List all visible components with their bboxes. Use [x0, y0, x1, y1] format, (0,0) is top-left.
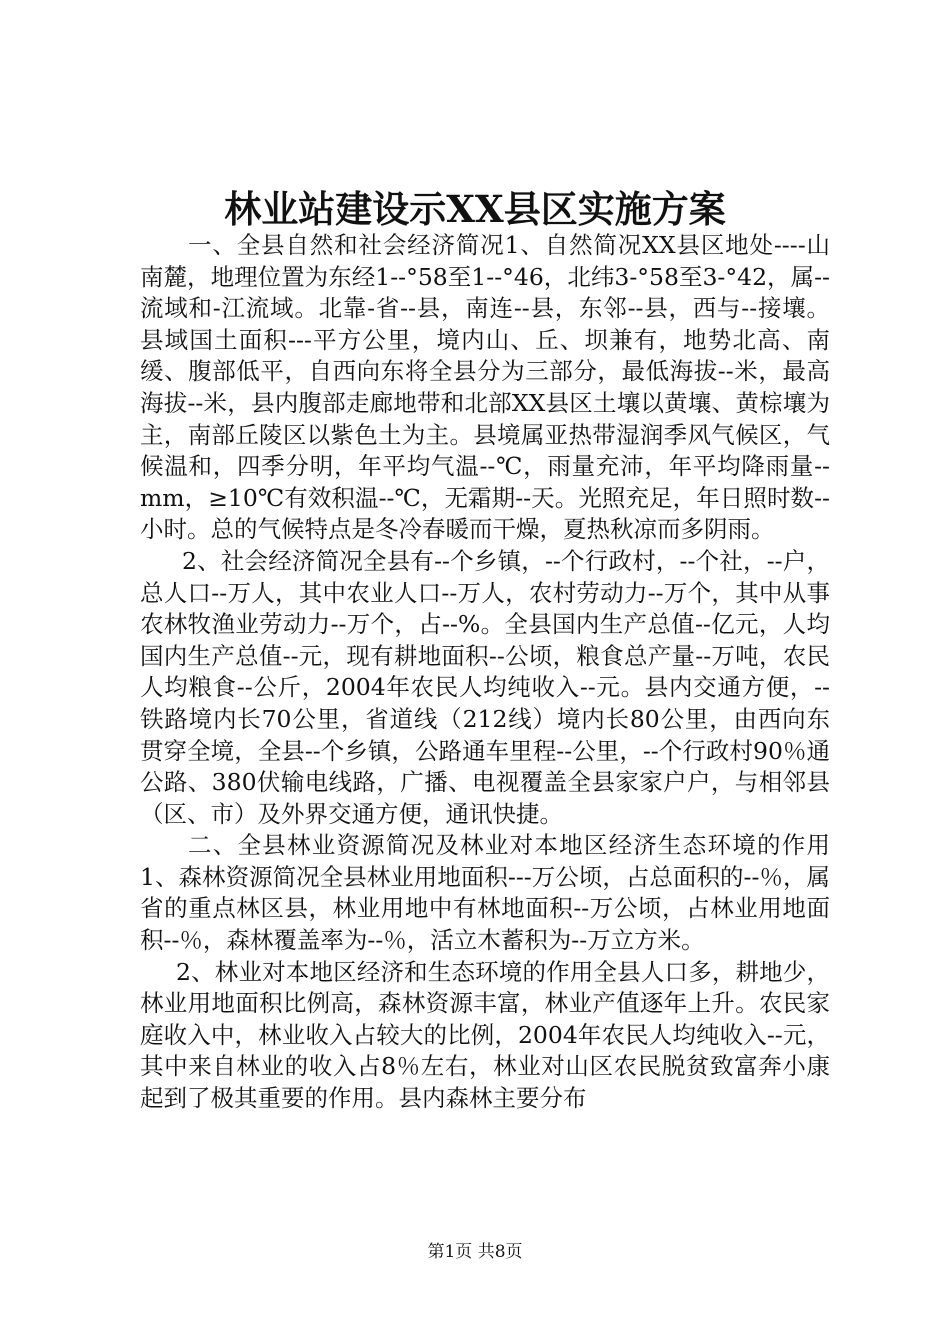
page-number-footer: 第1页 共8页: [427, 1242, 523, 1262]
paragraph-natural-overview: 一、全县自然和社会经济简况1、自然简况XX县区地处----山南麓，地理位置为东经1--°58至1--°46，北纬3-°58至3-°42，属--流域和-江流域。北靠-省--县，南连--县，东邻--县，西与--接壤。县域国土面积---平方公里，境内山、丘、坝兼有，地势北高、南缓、腹部低平，自西向东将全县分为三部分，最低海拔--米，最高海拔--米，县内腹部走廊地带和北部XX县区土壤以黄壤、黄棕壤为主，南部丘陵区以紫色土为主。县境属亚热带湿润季风气候区，气候温和，四季分明，年平均气温--℃，雨量充沛，年平均降雨量--mm，≥10℃有效积温--℃，无霜期--天。光照充足，年日照时数--小时。总的气候特点是冬冷春暖而干燥，夏热秋凉而多阴雨。: [140, 231, 830, 544]
paragraph-forest-resources: 二、全县林业资源简况及林业对本地区经济生态环境的作用1、森林资源简况全县林业用地面积---万公顷，占总面积的--％，属省的重点林区县，林业用地中有林地面积--万公顷，占林业用地面积--％，森林覆盖率为--％，活立木蓄积为--万立方米。: [140, 831, 830, 955]
document-body: [140, 230, 830, 1115]
paragraph-socioeconomic-overview: 2、社会经济简况全县有--个乡镇，--个行政村，--个社，--户，总人口--万人，其中农业人口--万人，农村劳动力--万个，其中从事农林牧渔业劳动力--万个，占--%。全县国内生产总值--亿元，人均国内生产总值--元，现有耕地面积--公顷，粮食总产量--万吨，农民人均粮食--公斤，2004年农民人均纯收入--元。县内交通方便，--铁路境内长70公里，省道线（212线）境内长80公里，由西向东贯穿全境，全县--个乡镇，公路通车里程--公里，--个行政村90％通公路、380伏输电线路，广播、电视覆盖全县家家户户，与相邻县（区、市）及外界交通方便，通讯快捷。: [140, 546, 830, 828]
paragraph-forestry-role: 2、林业对本地区经济和生态环境的作用全县人口多，耕地少，林业用地面积比例高，森林资源丰富，林业产值逐年上升。农民家庭收入中，林业收入占较大的比例，2004年农民人均纯收入--元，其中来自林业的收入占8％左右，林业对山区农民脱贫致富奔小康起到了极其重要的作用。县内森林主要分布: [140, 957, 830, 1113]
document-title: 林业站建设示XX县区实施方案: [224, 187, 726, 231]
